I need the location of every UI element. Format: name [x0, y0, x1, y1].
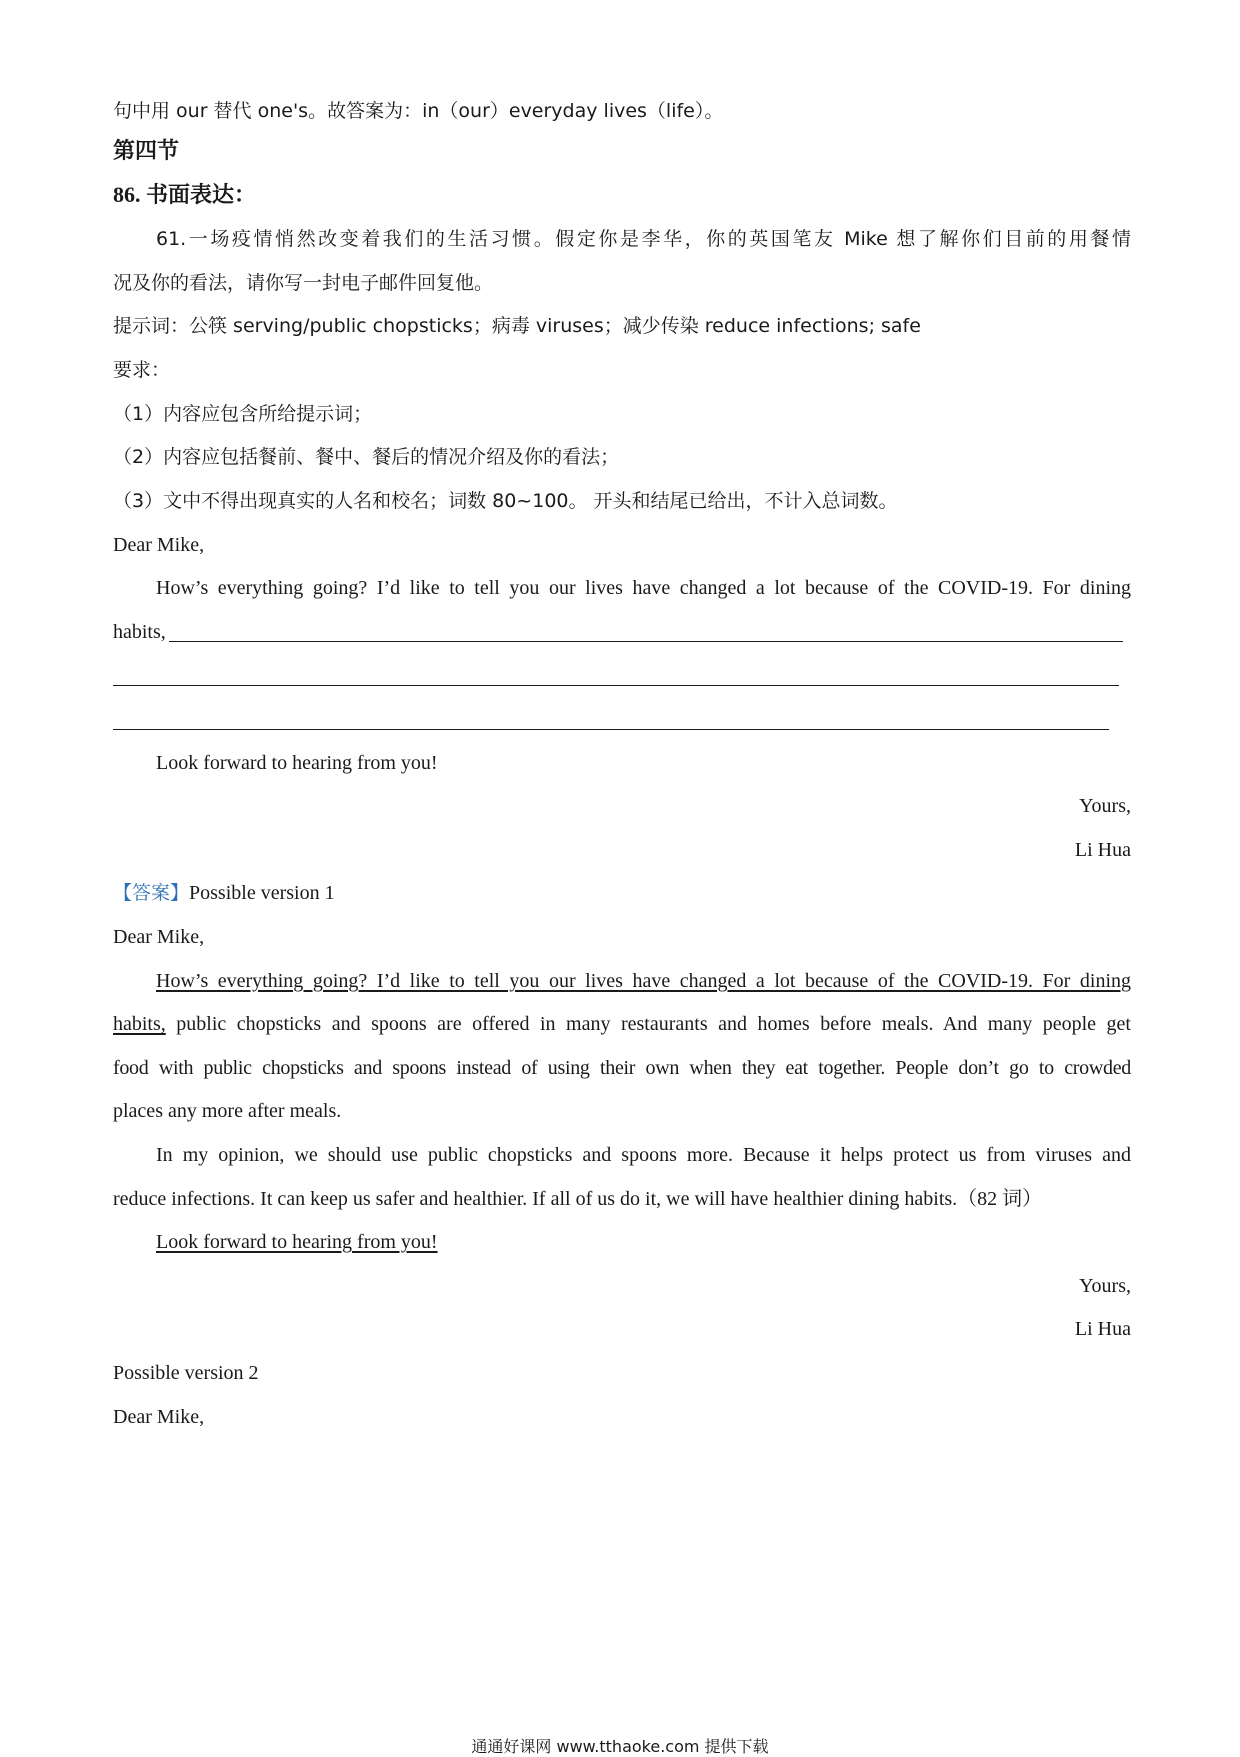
answer-name: Li Hua — [1074, 1318, 1131, 1340]
template-signoff: Yours, — [1079, 795, 1131, 817]
hints-line: 提示词：公筷 serving/public chopsticks；病毒 viruses；减少传染 reduce infections; safe — [113, 315, 921, 337]
prompt-line-2: 况及你的看法，请你写一封电子邮件回复他。 — [113, 272, 494, 294]
template-habits: habits, — [113, 621, 166, 643]
answer-closing: Look forward to hearing from you! — [156, 1231, 438, 1253]
answer-version-1-heading — [113, 880, 335, 906]
writing-line-3 — [113, 729, 1109, 730]
answer-tag: 【答案】 — [113, 882, 190, 904]
writing-line-1 — [169, 641, 1123, 642]
answer-p1-line-1: How’s everything going? I’d like to tell you our lives have changed a lot because of the COVID-19. For dining — [156, 970, 1131, 992]
version-2-label: Possible version 2 — [113, 1362, 259, 1384]
answer-p2-line-1: In my opinion, we should use public chopsticks and spoons more. Because it helps protect us from viruses and — [156, 1144, 1131, 1166]
question-title: 86. 书面表达： — [113, 182, 257, 207]
requirement-2: （2）内容应包括餐前、餐中、餐后的情况介绍及你的看法； — [113, 446, 620, 468]
section-title: 第四节 — [113, 138, 180, 163]
answer-p1-line-2 — [113, 1011, 1131, 1037]
template-salutation: Dear Mike, — [113, 534, 205, 556]
answer-p1-line-3: food with public chopsticks and spoons instead of using their own when they eat together. People don’t go to crowded — [113, 1057, 1131, 1079]
requirement-1: （1）内容应包含所给提示词； — [113, 403, 373, 425]
requirement-3: （3）文中不得出现真实的人名和校名；词数 80~100。 开头和结尾已给出，不计入总词数。 — [113, 490, 898, 512]
answer-salutation: Dear Mike, — [113, 926, 205, 948]
template-name: Li Hua — [1074, 839, 1131, 861]
requirements-title: 要求： — [113, 359, 171, 381]
answer-p1-line-2-text: public chopsticks and spoons are offered in many restaurants and homes before meals. And many people get — [165, 1013, 1131, 1035]
version-2-salutation: Dear Mike, — [113, 1406, 205, 1428]
template-closing: Look forward to hearing from you! — [156, 752, 438, 774]
prompt-line-1: 61.一场疫情悄然改变着我们的生活习惯。假定你是李华，你的英国笔友 Mike 想了解你们目前的用餐情 — [156, 228, 1131, 250]
page-footer: 通通好课网 www.tthaoke.com 提供下载 — [471, 1737, 769, 1756]
answer-habits-underlined: habits, — [113, 1013, 166, 1035]
intro-line: 句中用 our 替代 one's。故答案为：in（our）everyday lives（life）。 — [113, 100, 724, 122]
version-1-label: Possible version 1 — [189, 882, 335, 904]
answer-p1-line-4: places any more after meals. — [113, 1100, 342, 1122]
answer-p2-line-2: reduce infections. It can keep us safer and healthier. If all of us do it, we will have healthier dining habits.（82 词） — [113, 1188, 1043, 1210]
answer-signoff: Yours, — [1079, 1275, 1131, 1297]
template-opening: How’s everything going? I’d like to tell you our lives have changed a lot because of the COVID-19. For dining — [156, 577, 1131, 599]
writing-line-2 — [113, 685, 1119, 686]
